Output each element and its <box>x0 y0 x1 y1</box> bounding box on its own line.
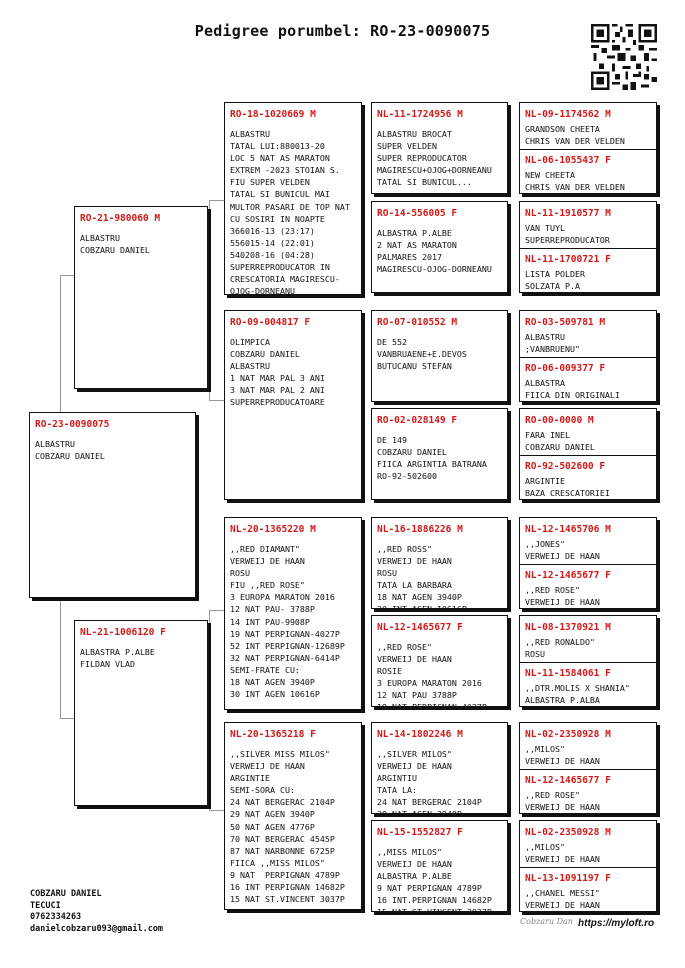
card-details: VAN TUYL SUPERREPRODUCATOR <box>525 223 610 245</box>
ring-id: NL-11-1584061 F <box>525 668 611 679</box>
pedigree-card-gen5[interactable] <box>520 769 658 815</box>
pedigree-card-gen5[interactable] <box>520 248 658 294</box>
pedigree-card-gen5[interactable] <box>520 616 658 662</box>
ring-id: NL-15-1552827 F <box>377 827 463 838</box>
card-details: ALBASTRA P.ALBE 2 NAT AS MARATON PALMARES 2017 MAGIRESCU-OJOG-DORNEANU <box>377 228 492 275</box>
card-details: ALBASTRU ;VANBRUENU" <box>525 332 580 354</box>
ring-id: NL-21-1006120 F <box>80 627 166 638</box>
pedigree-card-gen5[interactable] <box>520 357 658 403</box>
ring-id: NL-12-1465677 F <box>525 570 611 581</box>
card-details: ,,RED ROSE" VERWEIJ DE HAAN <box>525 790 600 812</box>
page-title: Pedigree porumbel: RO-23-0090075 <box>194 22 491 40</box>
ring-id: NL-14-1802246 M <box>377 729 463 740</box>
card-details: GRANDSON CHEETA CHRIS VAN DER VELDEN <box>525 124 625 146</box>
card-details: DE 552 VANBRUAENE+E.DEVOS BUTUCANU STEFAN <box>377 337 467 372</box>
ring-id: RO-14-556005 F <box>377 208 458 219</box>
owner-name: COBZARU DANIEL <box>30 889 102 899</box>
ring-id: NL-12-1465706 M <box>525 524 611 535</box>
pedigree-pair-gen5 <box>519 517 657 609</box>
website-link[interactable]: https://myloft.ro <box>578 918 655 929</box>
connector-line <box>209 810 225 811</box>
card-details: ,,RED ROSE" VERWEIJ DE HAAN <box>525 585 600 607</box>
ring-id: RO-07-010552 M <box>377 317 458 328</box>
owner-city: TECUCI <box>30 900 61 911</box>
pedigree-card-gen4[interactable] <box>371 820 508 918</box>
card-details: DE 149 COBZARU DANIEL FIICA ARGINTIA BATRANA RO-92-502600 <box>377 435 487 482</box>
connector-line <box>209 610 210 810</box>
ring-id: NL-11-1724956 M <box>377 109 463 120</box>
pedigree-pair-gen5 <box>519 820 657 912</box>
card-details: OLIMPICA COBZARU DANIEL ALBASTRU 1 NAT MAR PAL 3 ANI 3 NAT MAR PAL 2 ANI SUPERREPRODUCATOARE <box>230 337 325 408</box>
connector-line <box>209 400 225 401</box>
card-details: FARA INEL COBZARU DANIEL <box>525 430 595 452</box>
pedigree-pair-gen5 <box>519 201 657 293</box>
connector-line <box>60 275 75 276</box>
card-details: ,,RED ROSE" VERWEIJ DE HAAN ROSIE 3 EUROPA MARATON 2016 12 NAT PAU 3788P 19 NAT PERPIGNAN 4027P <box>377 642 487 713</box>
pedigree-card-gen5[interactable] <box>520 723 658 769</box>
card-details: ,,CHANEL MESSI" VERWEIJ DE HAAN <box>525 888 600 910</box>
card-details: ,,MILOS" VERWEIJ DE HAAN <box>525 842 600 864</box>
ring-id: NL-12-1465677 F <box>377 622 463 633</box>
card-details: ,,SILVER MISS MILOS" VERWEIJ DE HAAN ARGINTIE SEMI-SORA CU: 24 NAT BERGERAC 2104P 29 NAT AGEN 3940P 50 NAT AGEN 4776P 70 NAT BERGERAC 4545P 87 NAT NARBONNE 6725P FIICA ,,MISS MILOS" 9 NAT PERPIGNAN 4789P 16 INT PERPIGNAN 14682P 15 NAT ST.VINCENT 3037P <box>230 749 345 905</box>
pedigree-pair-gen5 <box>519 102 657 194</box>
pedigree-pair-gen5 <box>519 615 657 707</box>
pedigree-card-gen3[interactable] <box>224 310 362 500</box>
pedigree-card-gen4[interactable] <box>371 310 508 402</box>
pedigree-pair-gen5 <box>519 722 657 814</box>
card-details: ,,JONES" VERWEIJ DE HAAN <box>525 539 600 561</box>
ring-id: RO-21-980060 M <box>80 213 161 224</box>
card-details: ALBASTRU COBZARU DANIEL <box>35 439 105 462</box>
ring-id: NL-02-2350928 M <box>525 729 611 740</box>
connector-line <box>209 200 210 400</box>
pedigree-card-sire[interactable] <box>74 206 208 389</box>
pedigree-card-gen4[interactable] <box>371 102 508 194</box>
pedigree-card-gen4[interactable] <box>371 517 508 615</box>
card-details: ALBASTRU BROCAT SUPER VELDEN SUPER REPRODUCATOR MAGIRESCU+OJOG+DORNEANU TATAL SI BUNICUL... <box>377 129 492 188</box>
pedigree-card-gen4[interactable] <box>371 201 508 293</box>
connector-line <box>209 610 225 611</box>
card-details: ALBASTRU TATAL LUI:880013-20 LOC 5 NAT AS MARATON EXTREM -2023 STOIAN S. FIU SUPER VELDEN TATAL SI BUNICUL MAI MULTOR PASARI DE TOP NAT CU SOSIRI IN NOAPTE 366016-13 (23:17) 556015-14 (22:01) 540208-16 (04:28) SUPERREPRODUCATOR IN CRESCATORIA MAGIRESCU- OJOG-DORNEANU <box>230 129 350 297</box>
owner-email: danielcobzaru093@gmail.com <box>30 923 164 934</box>
connector-line <box>60 718 75 719</box>
pedigree-card-gen5[interactable] <box>520 311 658 357</box>
ring-id: RO-92-502600 F <box>525 461 606 472</box>
ring-id: RO-00-0000 M <box>525 415 594 426</box>
pedigree-card-gen3[interactable] <box>224 517 362 710</box>
ring-id: RO-06-009377 F <box>525 363 606 374</box>
card-details: ,,DTR.MOLIS X SHANIA" ALBASTRA P.ALBA <box>525 683 630 705</box>
card-details: LISTA POLDER SOLZATA P.A <box>525 269 585 291</box>
pedigree-card-gen3[interactable] <box>224 722 362 910</box>
card-details: NEW CHEETA CHRIS VAN DER VELDEN <box>525 170 625 192</box>
pedigree-card-gen5[interactable] <box>520 518 658 564</box>
ring-id: NL-08-1370921 M <box>525 622 611 633</box>
ring-id: NL-02-2350928 M <box>525 827 611 838</box>
card-details: ALBASTRA P.ALBE FILDAN VLAD <box>80 647 155 670</box>
pedigree-card-gen5[interactable] <box>520 409 658 455</box>
pedigree-card-gen4[interactable] <box>371 722 508 820</box>
ring-id: RO-03-509781 M <box>525 317 606 328</box>
card-details: ALBASTRA FIICA DIN ORIGINALI <box>525 378 620 400</box>
ring-id: NL-06-1055437 F <box>525 155 611 166</box>
card-details: ,,SILVER MILOS" VERWEIJ DE HAAN ARGINTIU TATA LA: 24 NAT BERGERAC 2104P 29 NAT AGEN 3940P <box>377 749 482 820</box>
pedigree-card-gen5[interactable] <box>520 103 658 149</box>
pedigree-card-gen5[interactable] <box>520 662 658 708</box>
pedigree-pair-gen5 <box>519 310 657 402</box>
ring-id: NL-11-1910577 M <box>525 208 611 219</box>
ring-id: RO-18-1020669 M <box>230 109 316 120</box>
ring-id: NL-12-1465677 F <box>525 775 611 786</box>
ring-id: RO-02-028149 F <box>377 415 458 426</box>
ring-id: NL-16-1886226 M <box>377 524 463 535</box>
pedigree-card-gen5[interactable] <box>520 867 658 913</box>
ring-id: NL-09-1174562 M <box>525 109 611 120</box>
owner-info <box>30 889 163 935</box>
pedigree-card-gen5[interactable] <box>520 821 658 867</box>
ring-id: RO-09-004817 F <box>230 317 311 328</box>
signature: Cobzaru Dan <box>520 917 573 926</box>
pedigree-card-subject[interactable] <box>29 412 196 598</box>
pedigree-card-gen3[interactable] <box>224 102 362 295</box>
pedigree-card-gen5[interactable] <box>520 455 658 501</box>
card-details: ,,RED RONALDO" ROSU <box>525 637 595 659</box>
ring-id: NL-20-1365220 M <box>230 524 316 535</box>
pedigree-card-gen5[interactable] <box>520 149 658 195</box>
card-details: ARGINTIE BAZA CRESCATORIEI <box>525 476 610 498</box>
qr-code-icon <box>591 24 657 90</box>
card-details: ,,MISS MILOS" VERWEIJ DE HAAN ALBASTRA P.ALBE 9 NAT PERPIGNAN 4789P 16 INT.PERPIGNAN 14682P 15 NAT ST.VINCENT 3037P <box>377 847 492 918</box>
card-details: ,,RED ROSS" VERWEIJ DE HAAN ROSU TATA LA BARBARA 18 NAT AGEN 3940P 30 INT AGEN 10616P <box>377 544 467 615</box>
pedigree-card-dam[interactable] <box>74 620 208 806</box>
card-details: ALBASTRU COBZARU DANIEL <box>80 233 150 256</box>
connector-line <box>209 200 225 201</box>
pedigree-card-gen4[interactable] <box>371 408 508 500</box>
ring-id: NL-13-1091197 F <box>525 873 611 884</box>
ring-id: NL-11-1700721 F <box>525 254 611 265</box>
card-details: ,,MILOS" VERWEIJ DE HAAN <box>525 744 600 766</box>
ring-id: NL-20-1365218 F <box>230 729 316 740</box>
card-details: ,,RED DIAMANT" VERWEIJ DE HAAN ROSU FIU ,,RED ROSE" 3 EUROPA MARATON 2016 12 NAT PAU- 3788P 14 INT PAU-9908P 19 NAT PERPIGNAN-4027P 52 INT PERPIGNAN-12689P 32 NAT PERPIGNAN-6414P SEMI-FRATE CU: 18 NAT AGEN 3940P 30 INT AGEN 10616P <box>230 544 345 700</box>
pedigree-card-gen5[interactable] <box>520 564 658 610</box>
pedigree-card-gen4[interactable] <box>371 615 508 713</box>
owner-phone: 0762334263 <box>30 912 82 922</box>
pedigree-card-gen5[interactable] <box>520 202 658 248</box>
ring-id: RO-23-0090075 <box>35 419 110 430</box>
pedigree-pair-gen5 <box>519 408 657 500</box>
